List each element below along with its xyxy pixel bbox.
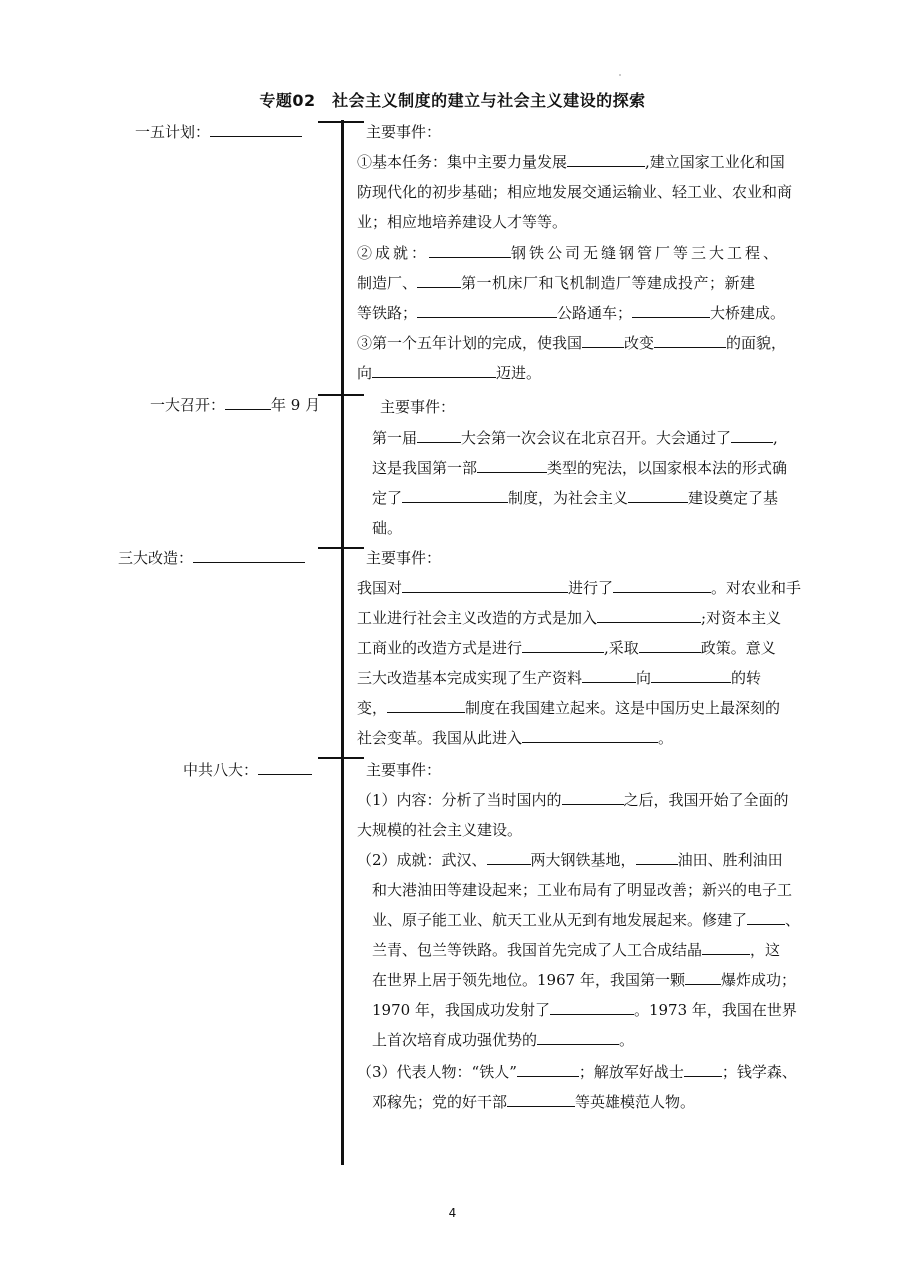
timeline-spine <box>341 120 344 1165</box>
timeline-tick <box>318 547 364 549</box>
text-line: 变， 制度在我国建立起来。这是中国历史上最深刻的 <box>357 699 781 717</box>
congress-label: 中共八大： <box>183 759 312 780</box>
blank[interactable] <box>582 332 624 348</box>
blank[interactable] <box>582 667 636 683</box>
text-line: 业；相应地培养建设人才等等。 <box>357 213 568 231</box>
blank[interactable] <box>562 789 624 805</box>
congress-heading: 主要事件： <box>366 761 442 779</box>
blank[interactable] <box>507 1091 575 1107</box>
blank[interactable] <box>636 849 678 865</box>
blank[interactable] <box>651 667 731 683</box>
text-line: 1970 年，我国成功发射了 。1973 年，我国在世界 <box>372 1001 797 1019</box>
blank[interactable] <box>402 487 508 503</box>
text-line: 和大港油田等建设起来；工业布局有了明显改善；新兴的电子工 <box>372 881 793 899</box>
text-line: ②成就： 钢铁公司无缝钢管厂等三大工程、 <box>357 244 782 262</box>
blank[interactable] <box>684 1061 722 1077</box>
blank[interactable] <box>628 487 688 503</box>
blank[interactable] <box>258 759 312 775</box>
text-line: 邓稼先；党的好干部 等英雄模范人物。 <box>372 1093 696 1111</box>
blank[interactable] <box>702 939 750 955</box>
text-line: 础。 <box>372 519 403 537</box>
blank[interactable] <box>613 577 711 593</box>
text-line: 三大改造基本完成实现了生产资料 向 的转 <box>357 669 762 687</box>
text-line: 第一届 大会第一次会议在北京召开。大会通过了 , <box>372 429 778 447</box>
blank[interactable] <box>417 272 461 288</box>
text-line: 我国对 进行了 。对农业和手 <box>357 579 802 597</box>
text-line: 大规模的社会主义建设。 <box>357 821 523 839</box>
blank[interactable] <box>550 999 634 1015</box>
text-line: 制造厂、 第一机床厂和飞机制造厂等建成投产；新建 <box>357 274 756 292</box>
text-line: 防现代化的初步基础；相应地发展交通运输业、轻工业、农业和商 <box>357 183 793 201</box>
plan-heading: 主要事件： <box>366 123 442 141</box>
plan-label: 一五计划： <box>135 121 302 142</box>
page-title: 专题02 社会主义制度的建立与社会主义建设的探索 <box>259 91 646 110</box>
reform-label: 三大改造： <box>118 547 305 568</box>
blank[interactable] <box>402 577 568 593</box>
blank[interactable] <box>477 457 547 473</box>
text-line: 这是我国第一部 类型的宪法，以国家根本法的形式确 <box>372 459 788 477</box>
blank[interactable] <box>537 1029 619 1045</box>
blank[interactable] <box>522 727 658 743</box>
npc-label: 一大召开： 年 9 月 <box>150 396 321 414</box>
text-line: 上首次培育成功强优势的 。 <box>372 1031 635 1049</box>
blank[interactable] <box>387 697 465 713</box>
blank[interactable] <box>487 849 531 865</box>
blank[interactable] <box>567 151 645 167</box>
text-line: （1）内容：分析了当时国内的 之后，我国开始了全面的 <box>357 791 789 809</box>
text-line: ①基本任务：集中主要力量发展 ,建立国家工业化和国 <box>357 153 785 171</box>
npc-heading: 主要事件： <box>380 398 456 416</box>
reform-heading: 主要事件： <box>366 549 442 567</box>
blank[interactable] <box>639 637 701 653</box>
blank[interactable] <box>517 1061 579 1077</box>
blank[interactable] <box>632 302 710 318</box>
text-line: 向 迈进。 <box>357 364 542 382</box>
blank[interactable] <box>597 607 701 623</box>
timeline-tick <box>318 121 364 123</box>
blank[interactable] <box>747 909 785 925</box>
text-line: 工商业的改造方式是进行 ,采取 政策。意义 <box>357 639 776 657</box>
blank[interactable] <box>372 362 496 378</box>
timeline-tick <box>318 757 364 759</box>
page-number: 4 <box>448 1206 457 1220</box>
blank[interactable] <box>685 969 721 985</box>
blank[interactable] <box>193 547 305 563</box>
blank[interactable] <box>731 427 773 443</box>
blank[interactable] <box>210 121 302 137</box>
blank[interactable] <box>417 427 461 443</box>
blank[interactable] <box>417 302 557 318</box>
text-line: 定了 制度，为社会主义 建设奠定了基 <box>372 489 779 507</box>
text-line: （2）成就：武汉、 两大钢铁基地， 油田、胜利油田 <box>357 851 783 869</box>
blank[interactable] <box>225 394 271 410</box>
text-line: 社会变革。我国从此进入 。 <box>357 729 674 747</box>
blank[interactable] <box>429 242 511 258</box>
speck <box>619 74 621 76</box>
text-line: ③第一个五年计划的完成，使我国 改变 的面貌， <box>357 334 787 352</box>
blank[interactable] <box>522 637 604 653</box>
text-line: 在世界上居于领先地位。1967 年，我国第一颗 爆炸成功； <box>372 971 796 989</box>
blank[interactable] <box>654 332 726 348</box>
text-line: （3）代表人物：“铁人” ；解放军好战士 ；钱学森、 <box>357 1063 797 1081</box>
timeline-tick <box>318 394 364 396</box>
text-line: 工业进行社会主义改造的方式是加入 ;对资本主义 <box>357 609 782 627</box>
text-line: 等铁路； 公路通车； 大桥建成。 <box>357 304 786 322</box>
text-line: 兰青、包兰等铁路。我国首先完成了人工合成结晶 ，这 <box>372 941 781 959</box>
text-line: 业、原子能工业、航天工业从无到有地发展起来。修建了 、 <box>372 911 801 929</box>
